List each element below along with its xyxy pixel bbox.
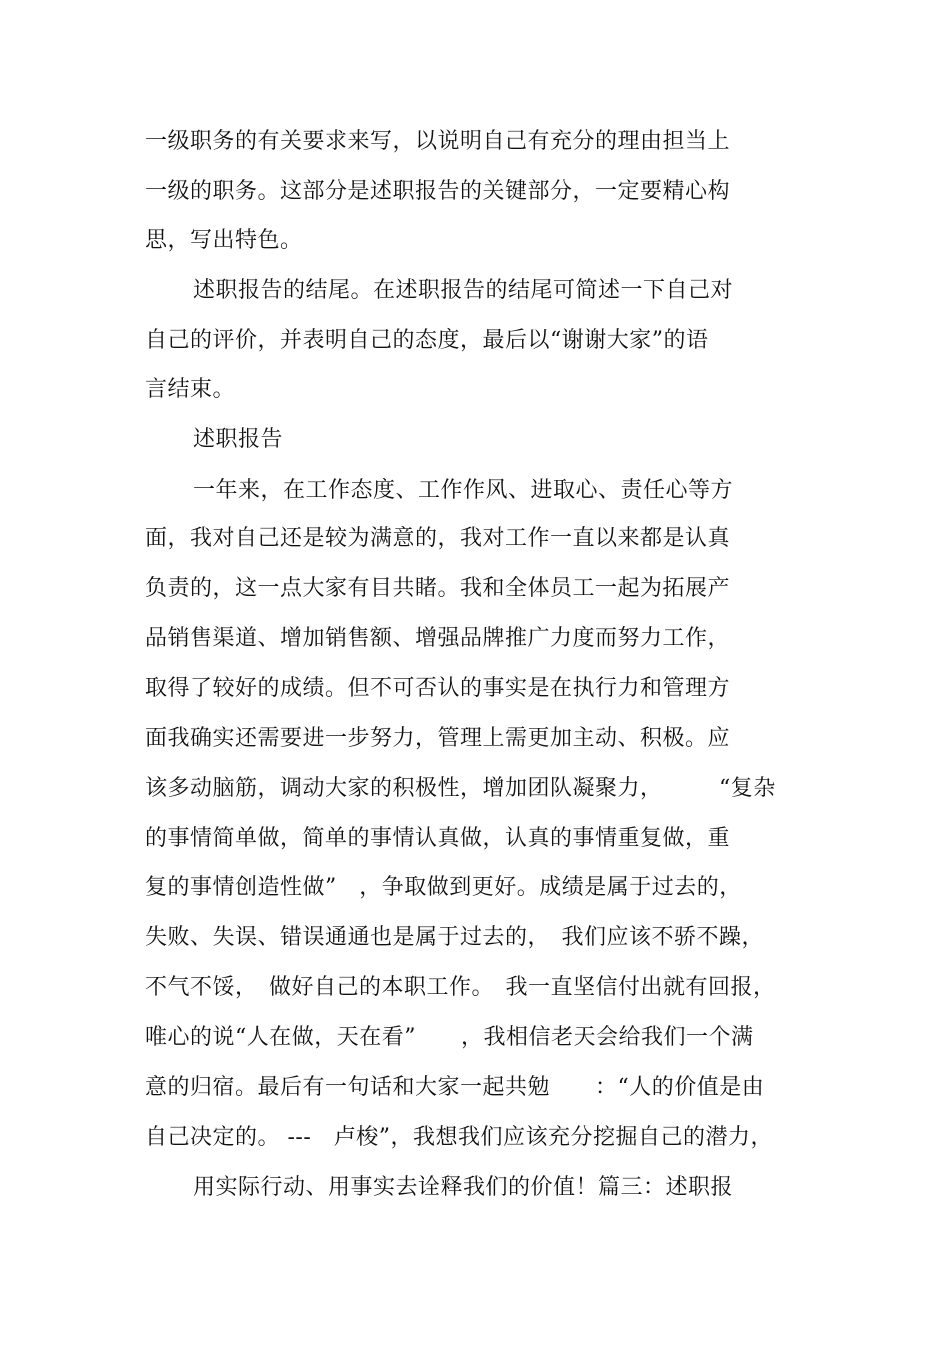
paragraph-first-line: 述职报告的结尾。在述职报告的结尾可简述一下自己对	[193, 278, 734, 303]
body-text-line: 品销售渠道、增加销售额、增强品牌推广力度而努力工作，	[145, 626, 731, 651]
paragraph-first-line: 用实际行动、用事实去诠释我们的价值！篇三：述职报	[193, 1175, 734, 1200]
body-text-line: 失败、失误、错误通通也是属于过去的， 我们应该不骄不躁，	[145, 925, 765, 950]
section-heading: 述职报告	[193, 427, 284, 452]
body-text-line: 面，我对自己还是较为满意的，我对工作一直以来都是认真	[145, 526, 731, 551]
body-text-line: 自己的评价，并表明自己的态度，最后以“谢谢大家”的语	[145, 328, 709, 353]
body-text-line: 言结束。	[145, 377, 236, 402]
body-text-line: 意的归宿。最后有一句话和大家一起共勉 ：“人的价值是由	[145, 1075, 765, 1100]
body-text-line: 一级职务的有关要求来写，以说明自己有充分的理由担当上	[145, 129, 731, 154]
body-text-line: 复的事情创造性做” ，争取做到更好。成绩是属于过去的，	[145, 875, 742, 900]
body-text-line: 唯心的说“人在做，天在看” ，我相信老天会给我们一个满	[145, 1025, 754, 1050]
paragraph-first-line: 一年来，在工作态度、工作作风、进取心、责任心等方	[193, 478, 734, 503]
body-text-line: 一级的职务。这部分是述职报告的关键部分，一定要精心构	[145, 179, 731, 204]
body-text-line: 不气不馁， 做好自己的本职工作。 我一直坚信付出就有回报，	[145, 975, 776, 1000]
body-text-line: 自己决定的。 --- 卢梭”，我想我们应该充分挖掘自己的潜力，	[145, 1125, 774, 1150]
body-text-line: 负责的，这一点大家有目共睹。我和全体员工一起为拓展产	[145, 576, 731, 601]
body-text-line: 面我确实还需要进一步努力，管理上需更加主动、积极。应	[145, 726, 731, 751]
body-text-line: 思，写出特色。	[145, 228, 303, 253]
body-text-line: 该多动脑筋，调动大家的积极性，增加团队凝聚力， “复杂	[145, 776, 776, 801]
body-text-line: 的事情简单做，简单的事情认真做，认真的事情重复做，重	[145, 826, 731, 851]
body-text-line: 取得了较好的成绩。但不可否认的事实是在执行力和管理方	[145, 676, 731, 701]
